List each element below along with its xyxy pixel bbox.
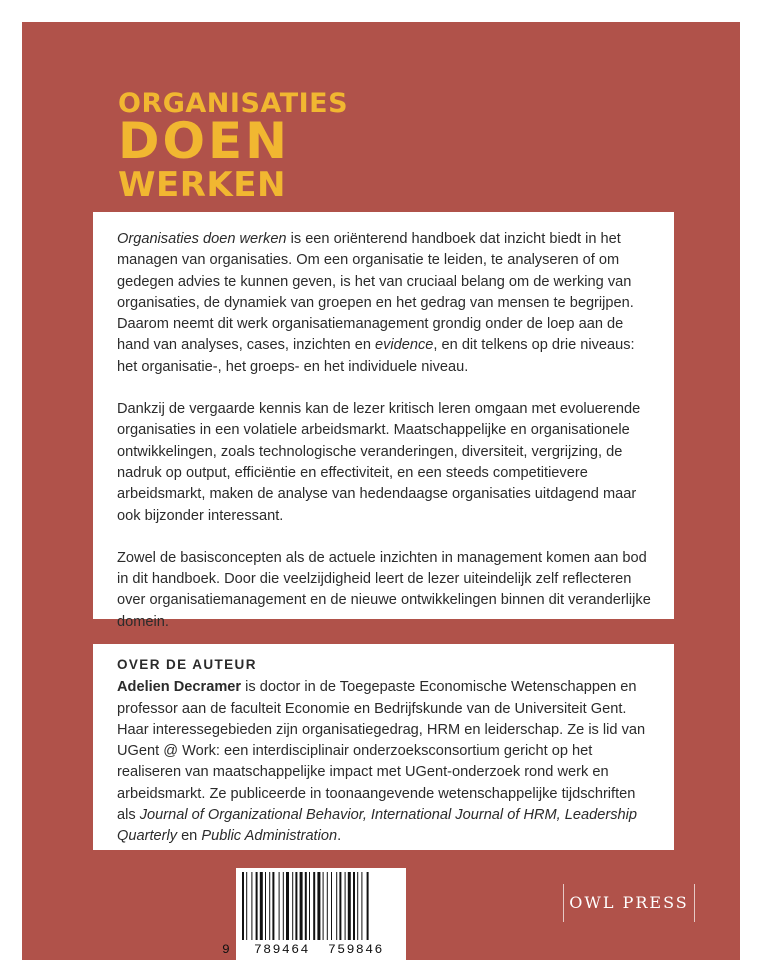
barcode-icon xyxy=(242,872,400,942)
isbn-group-2: 759846 xyxy=(328,942,384,957)
description-paragraph-2: Dankzij de vergaarde kennis kan de lezer kritisch leren omgaan met evoluerende organisaties in een volatiele arbeidsmarkt. Maatschappelijke en organisationele ontwikkelingen, zoals technologische veranderingen, diversiteit, vergrijzing, de nadruk op output, efficiëntie en effectiviteit, en een steeds competitievere arbeidsmarkt, maken de analyse van hedendaagse organisaties uitdagend maar ook bijzonder interessant. xyxy=(117,401,641,524)
author-heading: OVER DE AUTEUR xyxy=(117,657,257,672)
title-line-2: DOEN xyxy=(118,112,291,170)
author-bio: Adelien Decramer is doctor in de Toegepaste Economische Wetenschappen en professor aan de faculteit Economie en Bedrijfskunde van de Universiteit Gent. Haar interessegebieden zijn organisatiegedrag, HRM en leiderschap. Ze is lid van UGent @ Work: een interdisciplinair onderzoeksconsortium gericht op het realiseren van maatschappelijke impact met UGent-onderzoek rond werk en arbeidsmarkt. Ze publiceerde in toonaangevende wetenschappelijke tijdschriften als Journal of Organizational Behavior, International Journal of HRM, Leadership Quarterly en Public Administration. xyxy=(117,679,646,845)
journal-last-italic: Public Administration xyxy=(201,828,338,845)
isbn-first-digit: 9 xyxy=(222,942,232,957)
description-panel xyxy=(93,212,674,630)
description-paragraph-1: Organisaties doen werken is een oriënterend handboek dat inzicht biedt in het managen van organisaties. Om een organisatie te leiden, te analyseren of om gedegen advies te kunnen geven, is het van cruciaal belang om de werking van organisaties, de dynamiek van groepen en het gedrag van mensen te begrijpen. Daarom neemt dit werk organisatiemanagement grondig onder de loep aan de hand van analyses, cases, inzichten en evidence, en dit telkens op drie niveaus: het organisatie-, het groeps- en het individuele niveau. xyxy=(117,231,635,375)
author-panel xyxy=(93,644,674,850)
book-title-italic: Organisaties doen werken xyxy=(117,231,287,247)
journals-italic: Journal of Organizational Behavior, International Journal of HRM, Leadership Quarterly xyxy=(117,807,638,845)
barcode xyxy=(222,868,406,960)
publisher-logo: OWL PRESS xyxy=(563,884,695,922)
evidence-italic: evidence xyxy=(375,337,434,354)
description-paragraph-3: Zowel de basisconcepten als de actuele inzichten in management komen aan bod in dit handboek. Door die veelzijdigheid leert de lezer uiteindelijk zelf reflecteren over organisatiemanagement en de nieuwe ontwikkelingen binnen dit veranderlijke domein. xyxy=(117,549,651,630)
title-line-3: WERKEN xyxy=(118,165,286,205)
isbn-group-1: 789464 xyxy=(254,942,310,957)
title-line-1: ORGANISATIES xyxy=(118,88,349,119)
author-name: Adelien Decramer xyxy=(117,679,242,696)
